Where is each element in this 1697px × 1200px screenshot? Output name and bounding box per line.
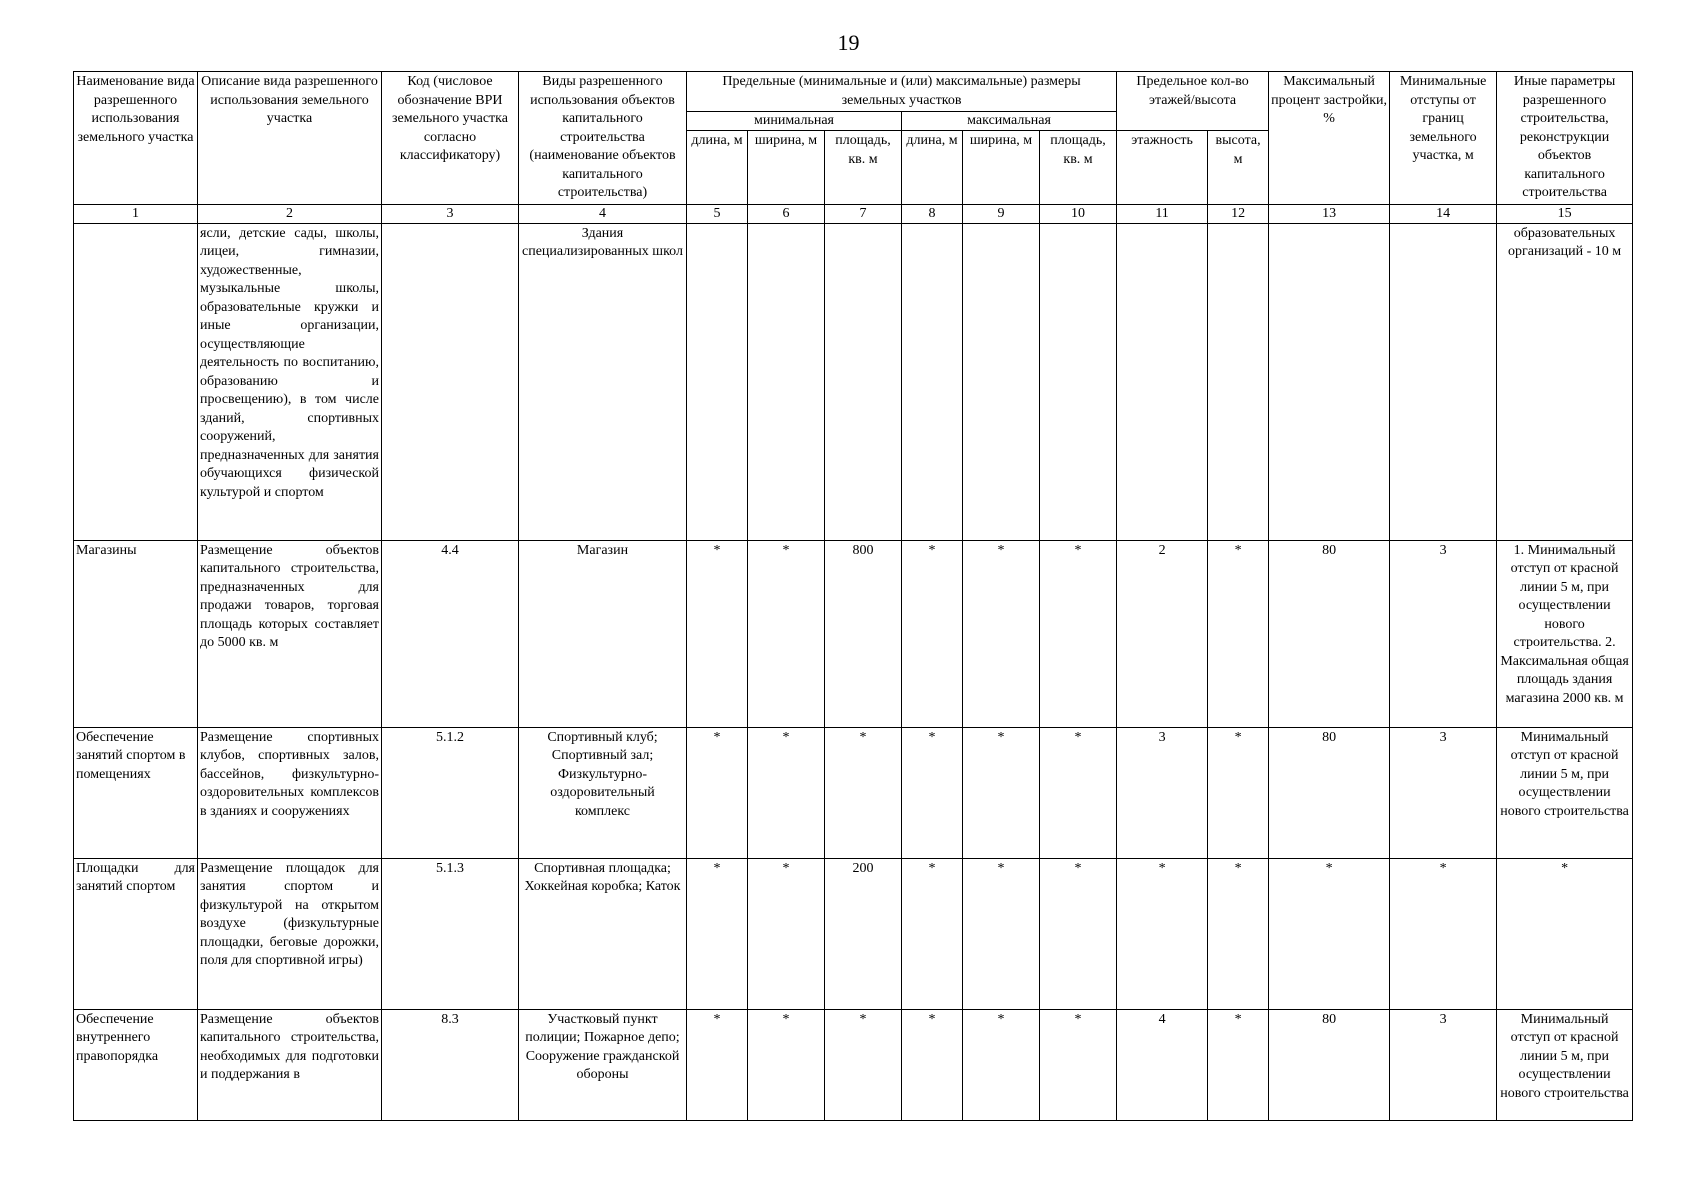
header-min-width: ширина, м [748,131,825,205]
cell-min-length: * [687,540,748,727]
header-row-1 [74,72,1633,112]
cell-setback [1390,223,1497,540]
cell-floors: 2 [1117,540,1208,727]
cell-max-length: * [902,1009,963,1120]
header-max-percent: Максимальный процент застройки, % [1269,72,1390,205]
column-number: 9 [963,204,1040,223]
cell-min-area: 800 [825,540,902,727]
cell-max-width: * [963,858,1040,1009]
table-row [74,858,1633,1009]
cell-code: 5.1.3 [382,858,519,1009]
header-code: Код (числовое обозначение ВРИ земельного участка согласно классификатору) [382,72,519,205]
cell-code: 4.4 [382,540,519,727]
cell-percent: * [1269,858,1390,1009]
column-number: 12 [1208,204,1269,223]
cell-percent: 80 [1269,540,1390,727]
header-plot-sizes: Предельные (минимальные и (или) максимальные) размеры земельных участков [687,72,1117,112]
column-number: 7 [825,204,902,223]
cell-name: Обеспечение занятий спортом в помещениях [74,727,198,858]
cell-min-length [687,223,748,540]
cell-objects: Спортивный клуб; Спортивный зал; Физкультурно-оздоровительный комплекс [519,727,687,858]
header-max-width: ширина, м [963,131,1040,205]
cell-min-area: * [825,1009,902,1120]
cell-other: Минимальный отступ от красной линии 5 м, при осуществлении нового строительства [1497,1009,1633,1120]
table-row [74,727,1633,858]
cell-height: * [1208,727,1269,858]
cell-max-width: * [963,1009,1040,1120]
cell-name: Обеспечение внутреннего правопорядка [74,1009,198,1120]
cell-other: образовательных организаций - 10 м [1497,223,1633,540]
cell-setback: 3 [1390,727,1497,858]
header-height: высота, м [1208,131,1269,205]
header-max-area: площадь, кв. м [1040,131,1117,205]
cell-other: Минимальный отступ от красной линии 5 м, при осуществлении нового строительства [1497,727,1633,858]
cell-objects: Здания специализированных школ [519,223,687,540]
cell-min-width: * [748,727,825,858]
cell-floors: 4 [1117,1009,1208,1120]
cell-other: * [1497,858,1633,1009]
cell-percent: 80 [1269,727,1390,858]
column-number: 13 [1269,204,1390,223]
column-number: 8 [902,204,963,223]
cell-max-length: * [902,858,963,1009]
table-row [74,1009,1633,1120]
header-min-group: минимальная [687,112,902,131]
cell-height: * [1208,858,1269,1009]
cell-name [74,223,198,540]
cell-max-length: * [902,727,963,858]
header-capital-objects: Виды разрешенного использования объектов капитального строительства (наименование объектов капитального строительства) [519,72,687,205]
cell-name: Площадки для занятий спортом [74,858,198,1009]
header-min-area: площадь, кв. м [825,131,902,205]
cell-max-area: * [1040,858,1117,1009]
cell-max-width: * [963,727,1040,858]
cell-description: Размещение объектов капитального строительства, необходимых для подготовки и поддержания в [198,1009,382,1120]
column-number: 2 [198,204,382,223]
cell-max-area: * [1040,1009,1117,1120]
header-description: Описание вида разрешенного использования земельного участка [198,72,382,205]
cell-min-width [748,223,825,540]
cell-floors [1117,223,1208,540]
cell-height: * [1208,540,1269,727]
column-number: 6 [748,204,825,223]
table-row [74,223,1633,540]
cell-max-width: * [963,540,1040,727]
cell-other: 1. Минимальный отступ от красной линии 5 м, при осуществлении нового строительства. 2. Максимальная общая площадь здания магазина 2000 кв. м [1497,540,1633,727]
header-floors: этажность [1117,131,1208,205]
column-number: 5 [687,204,748,223]
cell-min-area: 200 [825,858,902,1009]
cell-percent [1269,223,1390,540]
cell-min-length: * [687,727,748,858]
cell-height: * [1208,1009,1269,1120]
cell-max-length: * [902,540,963,727]
cell-name: Магазины [74,540,198,727]
cell-max-area [1040,223,1117,540]
header-max-length: длина, м [902,131,963,205]
cell-min-width: * [748,858,825,1009]
cell-min-area: * [825,727,902,858]
cell-height [1208,223,1269,540]
cell-setback: 3 [1390,540,1497,727]
column-number: 14 [1390,204,1497,223]
cell-objects: Участковый пункт полиции; Пожарное депо; Сооружение гражданской обороны [519,1009,687,1120]
header-name: Наименование вида разрешенного использования земельного участка [74,72,198,205]
cell-description: Размещение объектов капитального строительства, предназначенных для продажи товаров, торговая площадь которых составляет до 5000 кв. м [198,540,382,727]
cell-min-area [825,223,902,540]
cell-code: 8.3 [382,1009,519,1120]
cell-setback: 3 [1390,1009,1497,1120]
header-floors-height: Предельное кол-во этажей/высота [1117,72,1269,131]
cell-min-length: * [687,1009,748,1120]
cell-setback: * [1390,858,1497,1009]
column-number: 10 [1040,204,1117,223]
cell-objects: Спортивная площадка; Хоккейная коробка; Каток [519,858,687,1009]
cell-code: 5.1.2 [382,727,519,858]
cell-min-width: * [748,1009,825,1120]
cell-percent: 80 [1269,1009,1390,1120]
header-min-setback: Минимальные отступы от границ земельного участка, м [1390,72,1497,205]
header-other-params: Иные параметры разрешенного строительства, реконструкции объектов капитального строительства [1497,72,1633,205]
cell-min-width: * [748,540,825,727]
cell-max-width [963,223,1040,540]
header-min-length: длина, м [687,131,748,205]
cell-objects: Магазин [519,540,687,727]
column-number: 1 [74,204,198,223]
cell-description: ясли, детские сады, школы, лицеи, гимназии, художественные, музыкальные школы, образовательные кружки и иные организации, осуществляющие деятельность по воспитанию, образованию и просвещению), в том числе зданий, спортивных сооружений, предназначенных для занятия обучающихся физической культурой и спортом [198,223,382,540]
column-number: 11 [1117,204,1208,223]
cell-description: Размещение площадок для занятия спортом и физкультурой на открытом воздухе (физкультурные площадки, беговые дорожки, поля для спортивной игры) [198,858,382,1009]
header-max-group: максимальная [902,112,1117,131]
table-row [74,540,1633,727]
zoning-regulations-table [73,71,1633,1121]
cell-description: Размещение спортивных клубов, спортивных залов, бассейнов, физкультурно-оздоровительных комплексов в зданиях и сооружениях [198,727,382,858]
cell-max-length [902,223,963,540]
cell-min-length: * [687,858,748,1009]
cell-floors: 3 [1117,727,1208,858]
cell-floors: * [1117,858,1208,1009]
column-number: 15 [1497,204,1633,223]
cell-max-area: * [1040,727,1117,858]
column-numbers-row [74,204,1633,223]
page-number: 19 [837,30,860,55]
cell-code [382,223,519,540]
column-number: 3 [382,204,519,223]
column-number: 4 [519,204,687,223]
cell-max-area: * [1040,540,1117,727]
